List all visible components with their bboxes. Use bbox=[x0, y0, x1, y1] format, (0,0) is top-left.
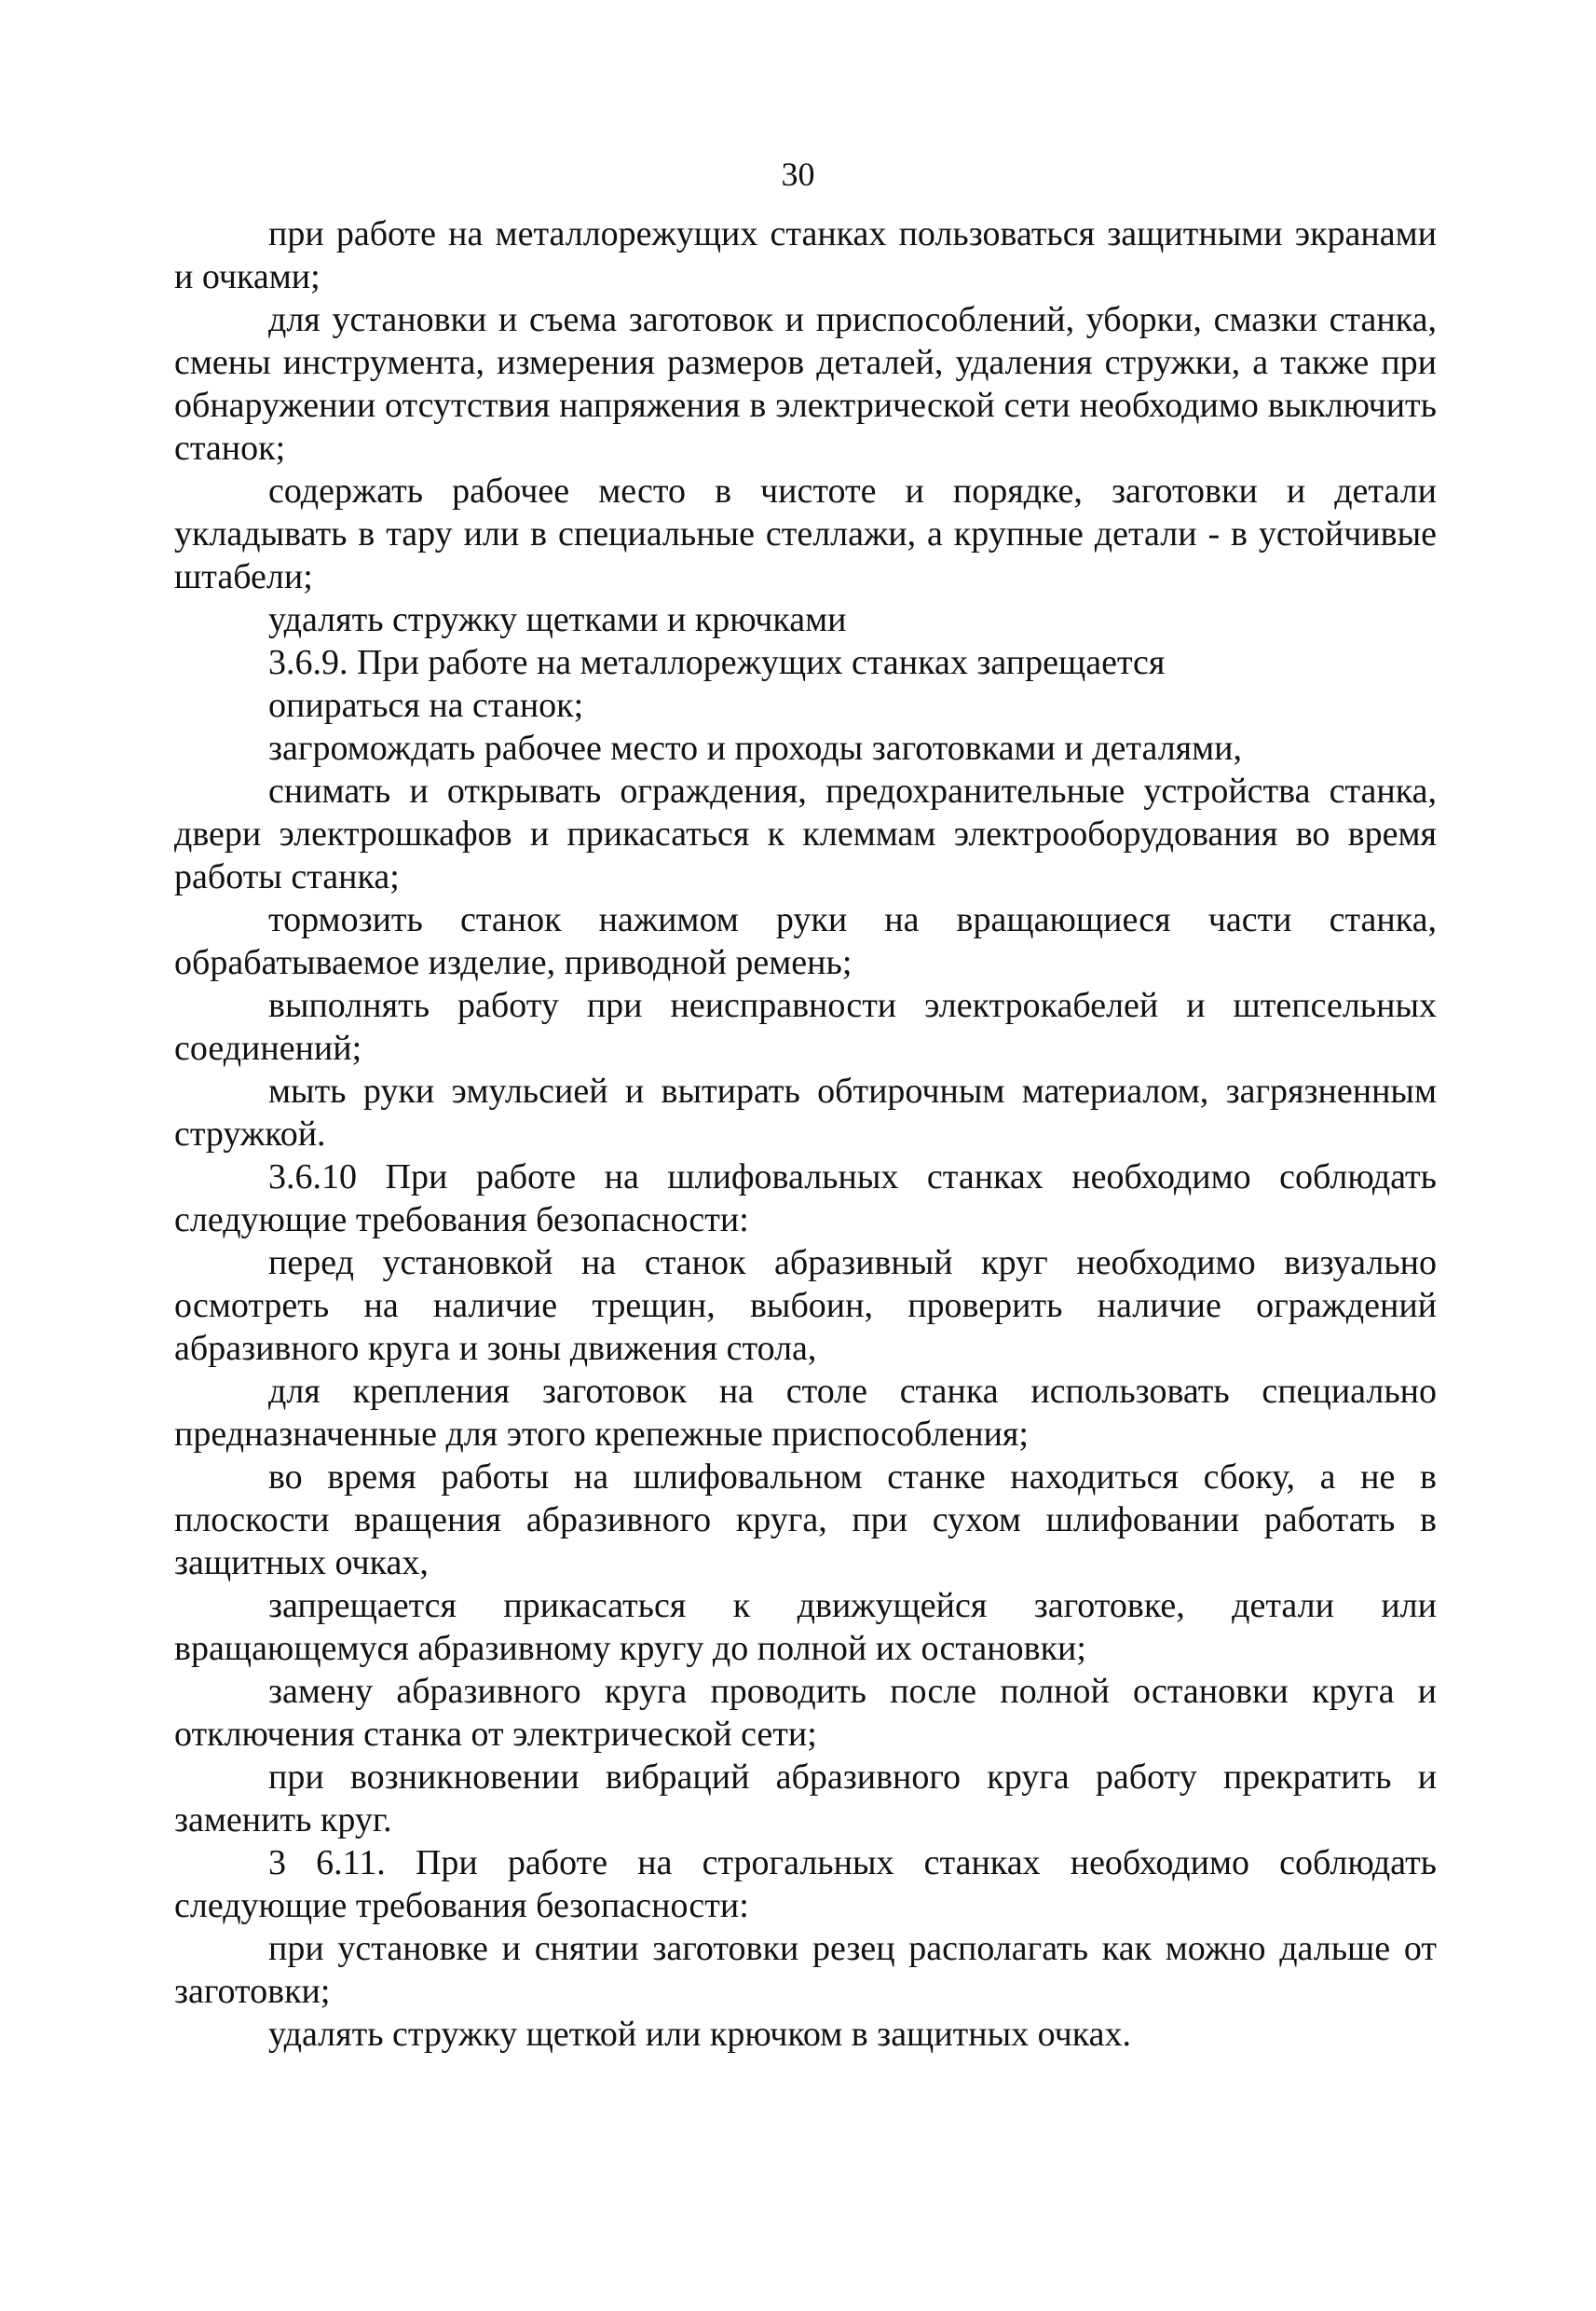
paragraph: удалять стружку щеткой или крючком в защитных очках. bbox=[268, 2015, 1132, 2054]
paragraph: перед установкой на станок абразивный круг необходимо визуально осмотреть на наличие трещин, выбоин, проверить наличие ограждений абразивного круга и зоны движения стола, bbox=[174, 1243, 1437, 1368]
paragraph: загромождать рабочее место и проходы заготовками и деталями, bbox=[268, 729, 1243, 768]
paragraph: снимать и открывать ограждения, предохранительные устройства станка, двери электрошкафов и прикасаться к клеммам электрооборудования во время работы станка; bbox=[174, 772, 1437, 896]
paragraph: при установке и снятии заготовки резец располагать как можно дальше от заготовки; bbox=[174, 1929, 1437, 2011]
paragraph: замену абразивного круга проводить после полной остановки круга и отключения станка от электрической сети; bbox=[174, 1672, 1437, 1754]
paragraph: тормозить станок нажимом руки на вращающиеся части станка, обрабатываемое изделие, приводной ремень; bbox=[174, 900, 1437, 982]
paragraph: для крепления заготовок на столе станка использовать специально предназначенные для этого крепежные приспособления; bbox=[174, 1372, 1437, 1454]
paragraph: опираться на станок; bbox=[268, 686, 584, 725]
paragraph: удалять стружку щетками и крючками bbox=[268, 600, 847, 639]
document-body bbox=[174, 212, 1437, 2056]
paragraph: запрещается прикасаться к движущейся заготовке, детали или вращающемуся абразивному кругу до полной их остановки; bbox=[174, 1586, 1437, 1668]
paragraph: мыть руки эмульсией и вытирать обтирочным материалом, загрязненным стружкой. bbox=[174, 1072, 1437, 1154]
paragraph: при возникновении вибраций абразивного круга работу прекратить и заменить круг. bbox=[174, 1757, 1437, 1839]
section-heading-3-6-11: 3 6.11. При работе на строгальных станках необходимо соблюдать следующие требования безопасности: bbox=[174, 1843, 1437, 1925]
section-heading-3-6-9: 3.6.9. При работе на металлорежущих станках запрещается bbox=[268, 643, 1166, 682]
page-number: 30 bbox=[781, 156, 815, 193]
paragraph: содержать рабочее место в чистоте и порядке, заготовки и детали укладывать в тару или в специальные стеллажи, а крупные детали - в устойчивые штабели; bbox=[174, 472, 1437, 596]
paragraph: при работе на металлорежущих станках пользоваться защитными экранами и очками; bbox=[174, 214, 1437, 296]
paragraph: выполнять работу при неисправности электрокабелей и штепсельных соединений; bbox=[174, 986, 1437, 1068]
paragraph: во время работы на шлифовальном станке находиться сбоку, а не в плоскости вращения абразивного круга, при сухом шлифовании работать в защитных очках, bbox=[174, 1457, 1437, 1582]
section-heading-3-6-10: 3.6.10 При работе на шлифовальных станках необходимо соблюдать следующие требования безопасности: bbox=[174, 1157, 1437, 1239]
paragraph: для установки и съема заготовок и приспособлений, уборки, смазки станка, смены инструмента, измерения размеров деталей, удаления стружки, а также при обнаружении отсутствия напряжения в электрической сети необходимо выключить станок; bbox=[174, 300, 1437, 468]
